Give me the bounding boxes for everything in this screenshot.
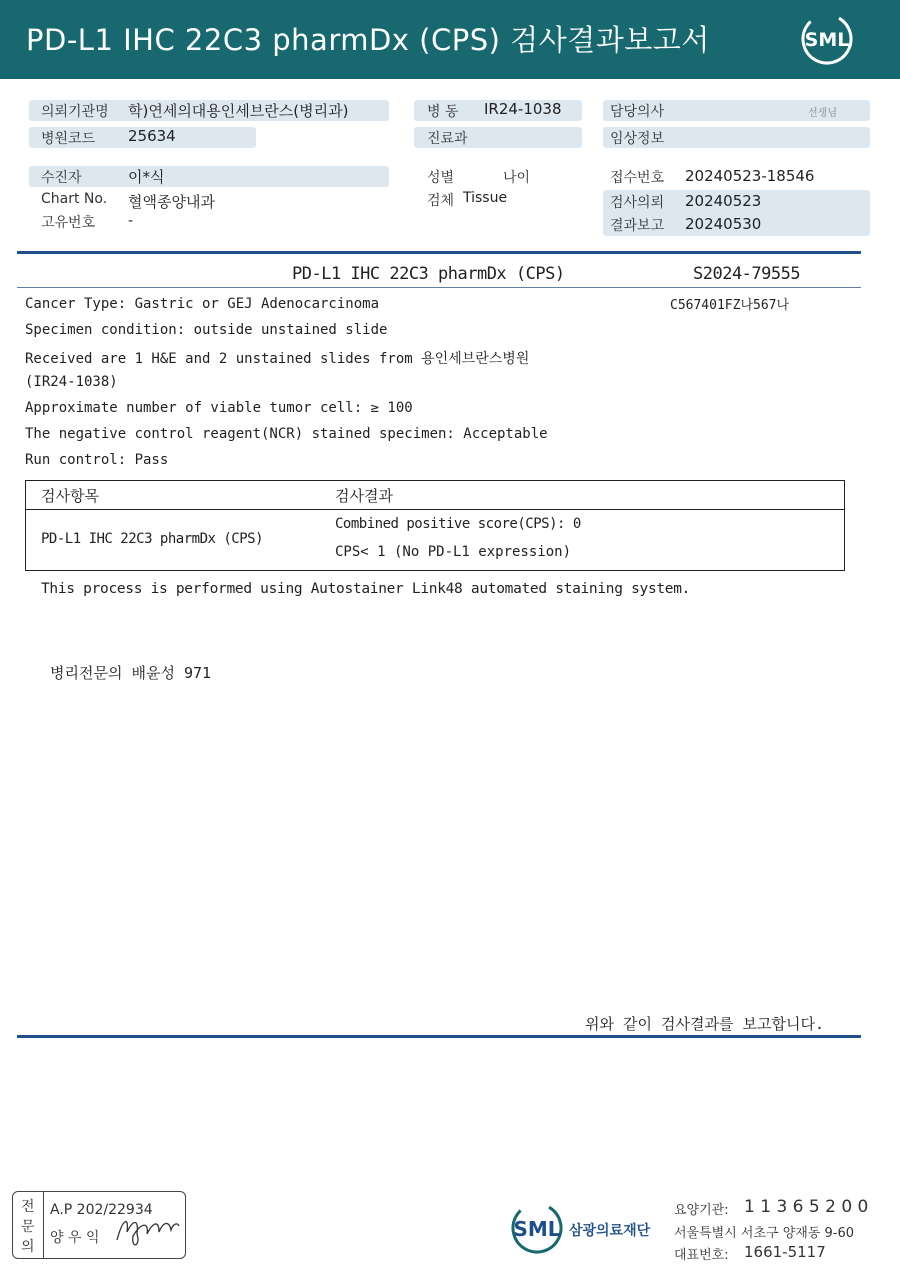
patient-bar (29, 166, 389, 187)
table-result-score: Combined positive score(CPS): 0 (335, 516, 581, 532)
foundation-address: 서울특별시 서초구 양재동 9-60 (674, 1226, 855, 1241)
request-label: 검사의뢰 (610, 195, 665, 211)
facility-code-label: 요양기관: (674, 1203, 729, 1218)
seal-divider (43, 1192, 44, 1258)
sml-logo (800, 12, 854, 66)
report-line: Approximate number of viable tumor cell: ≥ 100 (25, 400, 413, 416)
unique-label: 고유번호 (41, 215, 96, 231)
phone-label: 대표번호: (674, 1248, 729, 1263)
receipt-value: 20240523-18546 (685, 167, 815, 185)
col-item-header: 검사항목 (41, 487, 99, 505)
clinical-label: 임상정보 (610, 131, 665, 147)
closing-statement: 위와 같이 검사결과를 보고합니다. (585, 1015, 824, 1033)
report-bottom-rule (17, 1035, 861, 1038)
patient-label: 수진자 (41, 170, 82, 186)
result-table (25, 480, 845, 571)
institution-value: 학)연세의대용인세브란스(병리과) (128, 102, 349, 120)
seal-char: 문 (21, 1219, 35, 1235)
report-line: Cancer Type: Gastric or GEJ Adenocarcinoma (25, 296, 380, 312)
report-line: Received are 1 H&E and 2 unstained slides from 용인세브란스병원 (25, 351, 530, 367)
institution-label: 의뢰기관명 (41, 104, 109, 120)
foundation-name: 삼광의료재단 (569, 1223, 651, 1239)
report-line: Specimen condition: outside unstained slide (25, 322, 388, 338)
test-title: PD-L1 IHC 22C3 pharmDx (CPS) (292, 264, 565, 284)
patient-value: 이*식 (128, 168, 165, 186)
pathologist-seal (12, 1191, 186, 1259)
seal-char: 전 (21, 1199, 35, 1215)
facility-code-value: 1 1 3 6 5 2 0 0 (744, 1197, 869, 1217)
report-line: Run control: Pass (25, 452, 169, 468)
pathologist-name: 양 우 익 (50, 1230, 100, 1246)
doctor-suffix: 선생님 (808, 108, 837, 119)
table-result-interpretation: CPS< 1 (No PD-L1 expression) (335, 544, 572, 560)
receipt-label: 접수번호 (610, 170, 665, 186)
specimen-code: C567401FZ나567나 (670, 298, 790, 313)
chart-value: 혈액종양내과 (128, 193, 215, 211)
hospital-code-label: 병원코드 (41, 131, 96, 147)
sex-label: 성별 (427, 170, 455, 186)
dept-label: 진료과 (427, 131, 468, 147)
col-result-header: 검사결과 (335, 487, 393, 505)
process-note: This process is performed using Autostainer Link48 automated staining system. (41, 581, 691, 597)
seal-char: 의 (21, 1239, 35, 1255)
report-header (0, 0, 900, 79)
foundation-logo (510, 1200, 565, 1255)
specimen-label: 검체 (427, 193, 455, 209)
request-value: 20240523 (685, 192, 762, 210)
doctor-label: 담당의사 (610, 104, 665, 120)
ward-label: 병 동 (427, 104, 459, 120)
unique-value: - (128, 213, 134, 229)
age-label: 나이 (503, 170, 531, 186)
report-value: 20240530 (685, 215, 762, 233)
report-line: (IR24-1038) (25, 374, 118, 390)
specimen-value: Tissue (463, 190, 508, 206)
phone-value: 1661-5117 (744, 1243, 826, 1261)
pathologist-signature-line: 병리전문의 배윤성 971 (50, 664, 212, 682)
report-label: 결과보고 (610, 218, 665, 234)
report-title-rule (17, 287, 861, 288)
table-item: PD-L1 IHC 22C3 pharmDx (CPS) (41, 531, 264, 547)
report-line: The negative control reagent(NCR) stained specimen: Acceptable (25, 426, 548, 442)
report-number: S2024-79555 (693, 264, 801, 284)
svg-text:SML: SML (804, 29, 850, 51)
hospital-code-value: 25634 (128, 127, 176, 145)
chart-label: Chart No. (41, 191, 108, 207)
license-number: A.P 202/22934 (50, 1202, 153, 1218)
report-top-rule (17, 251, 861, 254)
handwritten-signature (113, 1206, 183, 1250)
report-title: PD-L1 IHC 22C3 pharmDx (CPS) 검사결과보고서 (26, 23, 710, 57)
table-header-rule (26, 509, 844, 510)
ward-value: IR24-1038 (484, 100, 562, 118)
svg-text:SML: SML (513, 1217, 561, 1241)
